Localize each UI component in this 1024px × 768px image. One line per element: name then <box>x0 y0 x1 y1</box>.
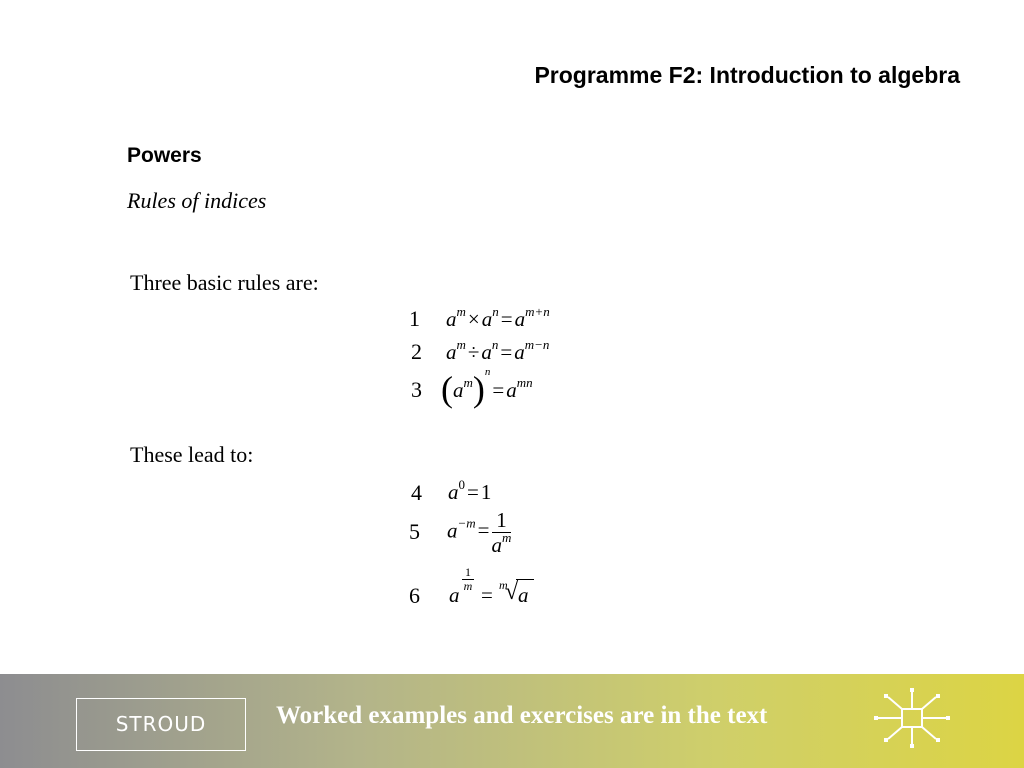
rule-number-4: 4 <box>411 480 422 505</box>
rule-3-formula: $(a^m)^n=a^{mn}$ <box>441 366 533 409</box>
rule-5-formula: $a^{-m}=$ $\frac{1}{a^m}$ <box>447 508 512 557</box>
rule-number-6: 6 <box>409 583 420 608</box>
intro-lead: These lead to: <box>130 442 254 467</box>
footer-bar <box>0 674 1024 768</box>
page-title: Programme F2: Introduction to algebra <box>534 62 960 88</box>
network-icon <box>870 686 954 750</box>
stroud-brand: STROUD <box>115 712 207 736</box>
rule-number-1: 1 <box>409 306 420 331</box>
rule-number-2: 2 <box>411 339 422 364</box>
rule-1-formula: $a^m\times a^n=a^{m+n}$ <box>446 304 550 331</box>
stroud-logo-box <box>76 698 246 751</box>
footer-message: Worked examples and exercises are in the text <box>276 702 768 729</box>
section-subheading: Rules of indices <box>127 188 267 213</box>
rule-number-3: 3 <box>411 377 422 402</box>
rule-2-formula: $a^m\div a^n=a^{m-n}$ <box>446 337 550 364</box>
rule-4-formula: $a^0=1$ <box>448 477 492 504</box>
intro-rules: Three basic rules are: <box>130 270 319 295</box>
section-heading: Powers <box>127 144 202 167</box>
rule-number-5: 5 <box>409 519 420 544</box>
